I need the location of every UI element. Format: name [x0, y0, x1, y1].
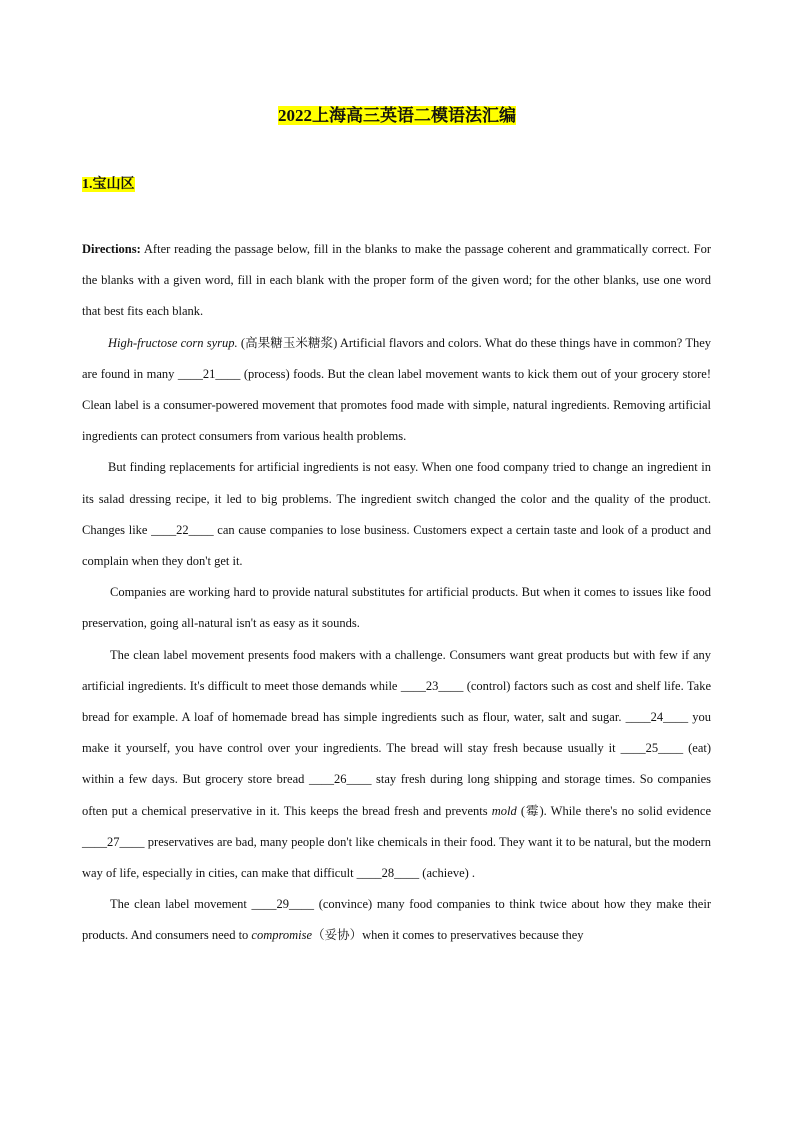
paragraph-3 — [82, 577, 711, 639]
section-heading — [82, 174, 135, 196]
section-heading-text: 1.宝山区 — [82, 177, 135, 192]
paragraph-1 — [82, 328, 711, 453]
paragraph-4-text-before: The clean label movement presents food makers with a challenge. Consumers want great products but with few if any artificial ingredients. It's difficult to meet those demands while ____23____ (control) factors such as cost and shelf life. Take bread for example. A loaf of homemade bread has simple ingredients such as flour, water, salt and sugar. ____24____ you make it yourself, you have control over your ingredients. The bread will stay fresh because usually it ____25____ (eat) within a few days. But grocery store bread ____26____ stay fresh during long shipping and storage times. So companies often put a chemical preservative in it. This keeps the bread fresh and prevents — [82, 647, 711, 818]
paragraph-5-text-after: （妥协）when it comes to preservatives because they — [312, 928, 584, 943]
paragraph-4-italic-word: mold — [491, 803, 517, 818]
paragraph-5 — [82, 889, 711, 951]
paragraph-5-text-before: The clean label movement ____29____ (convince) many food companies to think twice about how they make their products. And consumers need to — [82, 897, 711, 943]
paragraph-2-text: But finding replacements for artificial ingredients is not easy. When one food company tried to change an ingredient in its salad dressing recipe, it led to big problems. The ingredient switch changed the color and the quality of the product. Changes like ____22____ can cause companies to lose business. Customers expect a certain taste and look of a product and complain when they don't get it. — [82, 460, 711, 569]
directions-paragraph — [82, 234, 711, 328]
page-title — [0, 104, 794, 128]
paragraph-1-text: (高果糖玉米糖浆) Artificial flavors and colors. What do these things have in common? They are found in many ____21____ (process) foods. But the clean label movement wants to kick them out of your grocery store! Clean label is a consumer-powered movement that promotes food made with simple, natural ingredients. Removing artificial ingredients can protect consumers from various health problems. — [82, 335, 712, 444]
paragraph-5-italic-word: compromise — [251, 928, 313, 943]
paragraph-4-text-after: (霉). While there's no solid evidence ____27____ preservatives are bad, many people don't like chemicals in their food. They want it to be natural, but the modern way of life, especially in cities, can make that difficult ____28____ (achieve) . — [82, 803, 712, 881]
directions-label: Directions: — [82, 242, 141, 256]
directions-text: After reading the passage below, fill in the blanks to make the passage coherent and grammatically correct. For the blanks with a given word, fill in each blank with the proper form of the given word; for the other blanks, use one word that best fits each blank. — [82, 242, 711, 319]
paragraph-1-italic-lead: High-fructose corn syrup. — [108, 335, 238, 350]
paragraph-2 — [82, 452, 711, 577]
page-title-text: 2022上海高三英语二模语法汇编 — [278, 106, 516, 125]
paragraph-3-text: Companies are working hard to provide natural substitutes for artificial products. But when it comes to issues like food preservation, going all-natural isn't as easy as it sounds. — [82, 585, 711, 631]
passage-body — [82, 234, 711, 952]
paragraph-4 — [82, 640, 711, 890]
